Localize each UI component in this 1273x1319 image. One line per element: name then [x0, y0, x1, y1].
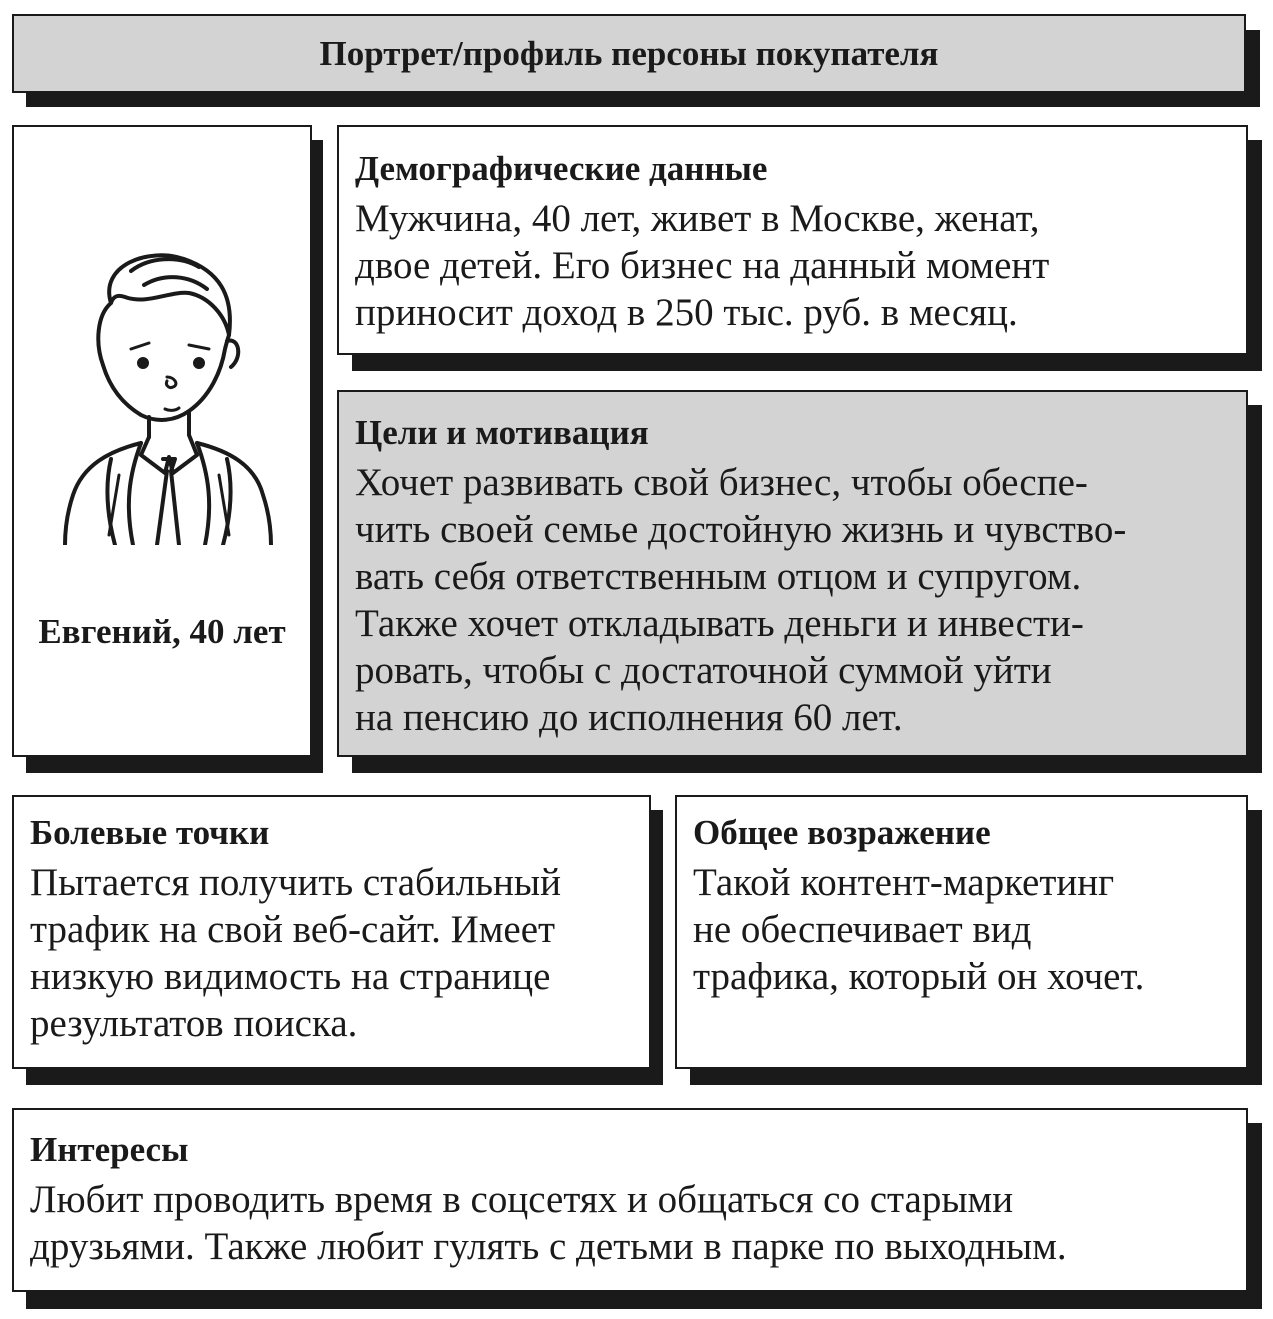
interests-card — [12, 1108, 1248, 1292]
demographics-heading: Демографические данные — [355, 149, 768, 188]
objection-text: Такой контент-маркетинг не обеспечивает вид трафика, который он хочет. — [693, 861, 1145, 998]
objection-heading: Общее возражение — [693, 813, 991, 852]
pain-points-heading: Болевые точки — [30, 813, 270, 852]
goals-text: Хочет развивать свой бизнес, чтобы обеспе- чить своей семье достойную жизнь и чувство- вать себя ответственным отцом и супругом. Также хочет откладывать деньги и инвести- ровать, чтобы с достаточной суммой уйти на пенсию до исполнения 60 лет. — [355, 461, 1127, 739]
goals-card — [337, 390, 1248, 757]
demographics-text: Мужчина, 40 лет, живет в Москве, женат, двое детей. Его бизнес на данный момент приносит доход в 250 тыс. руб. в месяц. — [355, 197, 1050, 334]
objection-card — [675, 795, 1248, 1069]
interests-heading: Интересы — [30, 1130, 189, 1169]
businessman-portrait-icon — [49, 245, 279, 545]
page-title — [12, 14, 1246, 93]
page-title-text: Портрет/профиль персоны покупателя — [319, 33, 939, 73]
pain-points-text: Пытается получить стабильный трафик на свой веб-сайт. Имеет низкую видимость на странице результатов поиска. — [30, 861, 561, 1045]
pain-points-card — [12, 795, 651, 1069]
goals-heading: Цели и мотивация — [355, 413, 649, 452]
demographics-card — [337, 125, 1248, 355]
portrait-card — [12, 125, 312, 757]
persona-name-age: Евгений, 40 лет — [38, 612, 286, 651]
interests-text: Любит проводить время в соцсетях и общаться со старыми друзьями. Также любит гулять с детьми в парке по выходным. — [30, 1178, 1067, 1268]
